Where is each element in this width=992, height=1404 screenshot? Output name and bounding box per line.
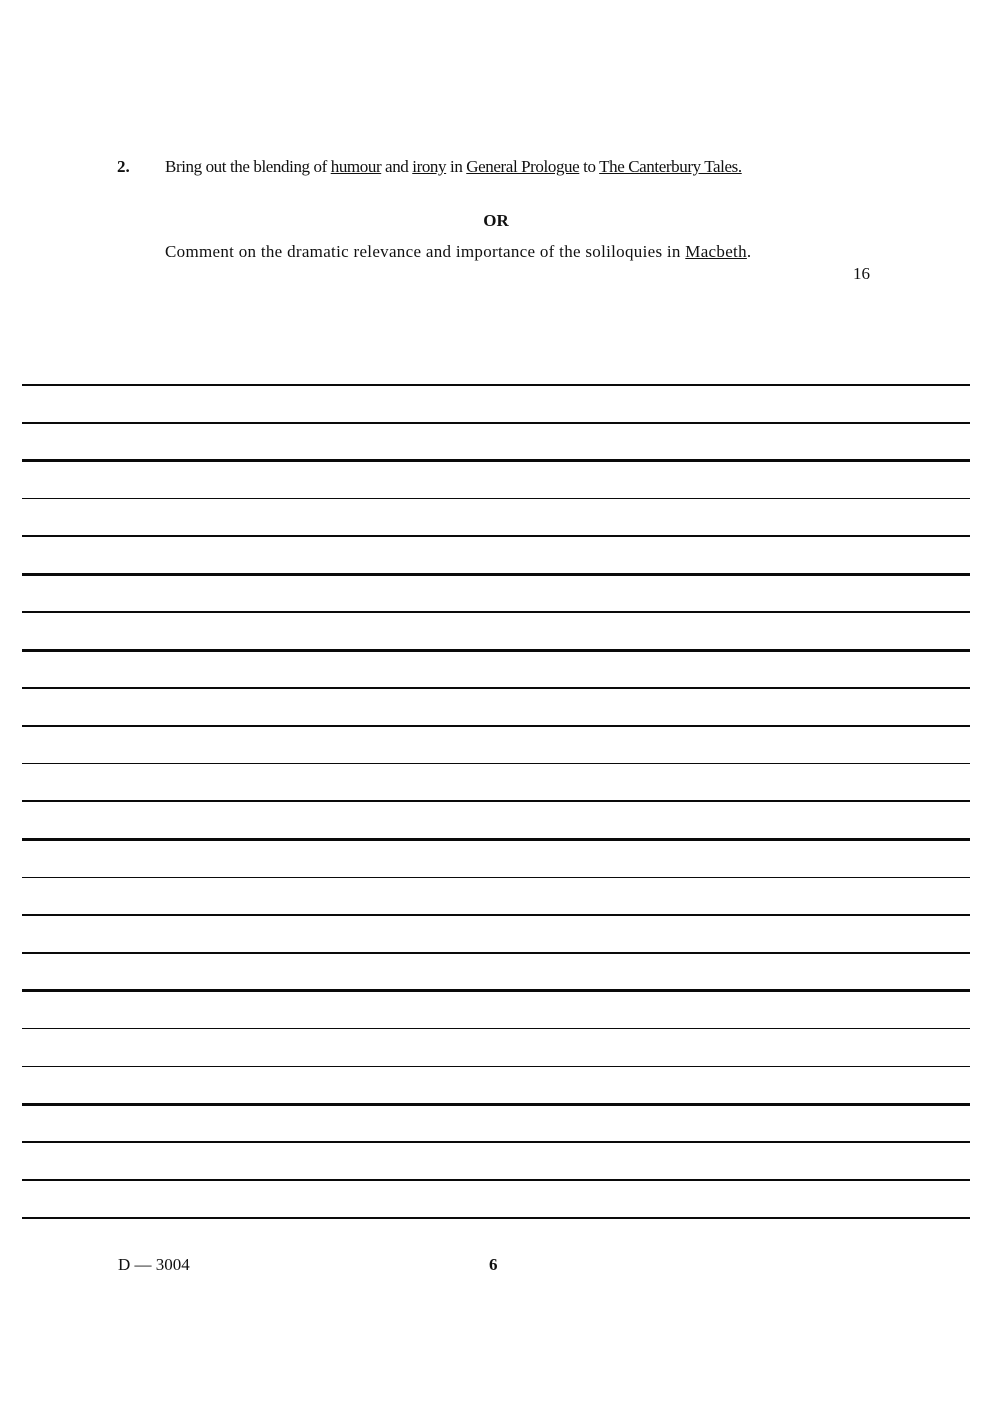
paper-code: D — 3004	[118, 1255, 190, 1274]
answer-line	[22, 1103, 970, 1106]
answer-line	[22, 800, 970, 802]
underlined-term-humour: humour	[330, 157, 382, 176]
underlined-term-general-prologue: General Prologue	[466, 157, 580, 176]
answer-line	[22, 952, 970, 954]
answer-line	[22, 1028, 970, 1029]
or-separator: OR	[483, 211, 509, 230]
answer-line	[22, 687, 970, 689]
answer-line	[22, 1141, 970, 1143]
answer-line	[22, 763, 970, 764]
question-text-part: Bring out the blending of	[165, 157, 331, 176]
question-text-part: in	[446, 157, 467, 176]
question-marks: 16	[853, 264, 870, 283]
underlined-term-irony: irony	[412, 157, 447, 176]
answer-line	[22, 573, 970, 576]
question-text-part: and	[381, 157, 413, 176]
alt-question-text: Comment on the dramatic relevance and importance of the soliloquies in	[165, 242, 686, 261]
answer-line	[22, 1217, 970, 1219]
answer-line	[22, 1179, 970, 1181]
alt-question-punctuation: .	[746, 242, 752, 261]
answer-line	[22, 914, 970, 916]
answer-line	[22, 838, 970, 841]
answer-line	[22, 498, 970, 499]
answer-ruled-lines	[22, 0, 970, 1404]
answer-line	[22, 422, 970, 424]
answer-line	[22, 459, 970, 462]
answer-line	[22, 649, 970, 652]
answer-line	[22, 611, 970, 613]
underlined-term-canterbury-tales: The Canterbury Tales.	[599, 157, 742, 176]
answer-line	[22, 725, 970, 727]
answer-line	[22, 989, 970, 992]
question-text-part: to	[579, 157, 600, 176]
answer-line	[22, 384, 970, 386]
page-number: 6	[489, 1255, 498, 1274]
answer-line	[22, 535, 970, 537]
question-number: 2.	[117, 157, 130, 176]
underlined-term-macbeth: Macbeth	[685, 242, 747, 261]
answer-line	[22, 877, 970, 878]
answer-line	[22, 1066, 970, 1067]
